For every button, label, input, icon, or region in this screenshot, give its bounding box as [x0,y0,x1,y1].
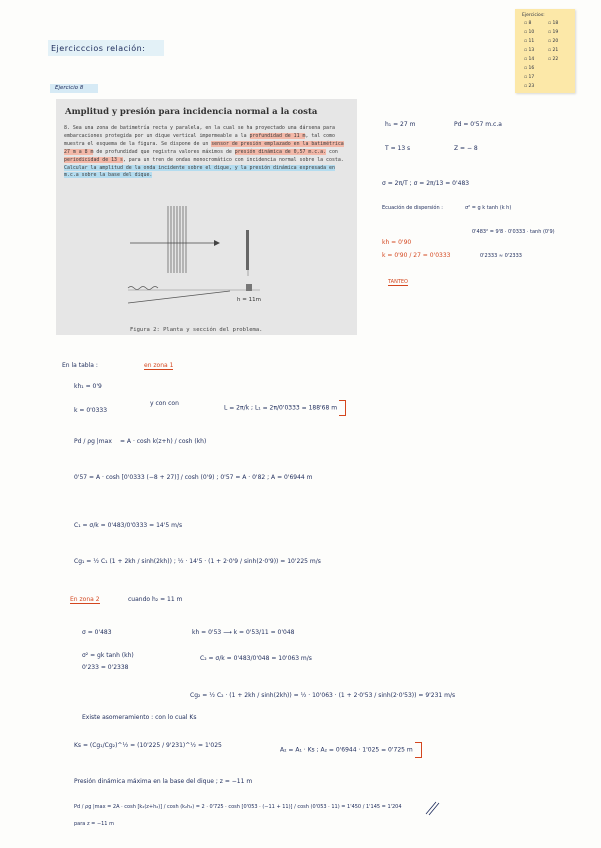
sticky-item: ▫ 19 [548,30,559,35]
kh-value: kh = 0'90 [382,239,412,246]
k1-value: k = 0'0333 [74,407,108,414]
exercise-sticky-note [515,9,575,93]
depth-label: h = 11m [237,297,261,303]
c1-calc: C₁ = σ/k = 0'483/0'0333 = 14'5 m/s [74,522,183,529]
given-z: Z = − 8 [454,145,478,152]
sticky-header: Ejercicios: [522,13,545,18]
shoaling-intro: Existe asomeramiento : con lo cual Ks [82,714,197,721]
dispersion-check: 0'2333 ≈ 0'2333 [480,253,522,259]
ks-calc: Ks = (Cg₁/Cg₂)^½ = (10'225 / 9'231)^½ = 1'025 [74,742,222,749]
dispersion2-check: 0'233 = 0'2338 [82,664,129,671]
kh2-calc: kh = 0'53 ⟶ k = 0'53/11 = 0'048 [192,629,295,636]
base-pressure-calc: Pd / ρg |max = 2A · cosh [k₂(z+h₂)] / cosh (k₂h₂) = 2 · 0'725 · cosh [0'053 · (−11 + 11)] / cosh (0'053 · 11) = 1'450 / 1'145 = 1'204 [74,804,402,810]
exercise-tag: Ejercicio 8 [55,85,84,91]
base-pressure-intro: Presión dinámica máxima en la base del dique ; z = −11 m [74,778,253,785]
sticky-item: ▫ 13 [524,48,535,53]
amplitude-calc: 0'57 = A · cosh [0'0333 (−8 + 27)] / cosh (0'9) ; 0'57 = A · 0'82 ; A = 0'6944 m [74,474,313,481]
dispersion-eq: σ² = g k tanh (k h) [465,205,512,211]
problem-text: 8. Sea una zona de batimetría recta y paralela, en la cual se ha proyectado una dársena para embarcaciones protegida por un dique vertical impermeable a la profundidad de 11 m, tal como muestra el esquema de la figura. Se dispone de un sensor de presión emplazado en la batimétrica 27 m a 8 m de profundidad que registra valores máximos de presión dinámica de 0,57 m.c.a. con periodicidad de 13 s, para un tren de ondas monocromático con incidencia normal sobre la costa. Calcular la amplitud de la onda incidente sobre el dique, y la presión dinámica expresada en m.c.a sobre la base del dique. [64,125,344,179]
sticky-item: ▫ 18 [548,21,559,26]
sticky-item: ▫ 21 [548,48,559,53]
sigma-calc: σ = 2π/T ; σ = 2π/13 = 0'483 [382,180,470,187]
sticky-item: ▫ 23 [524,84,535,89]
sticky-item: ▫ 22 [548,57,559,62]
given-T: T = 13 s [385,145,411,152]
wavelength-calc: L = 2π/k ; L₁ = 2π/0'0333 = 188'68 m [224,400,346,416]
a2-calc: A₂ = A₁ · Ks ; A₂ = 0'6944 · 1'025 = 0'725 m [280,742,422,758]
sticky-item: ▫ 14 [524,57,535,62]
given-h1: h₁ = 27 m [385,121,416,128]
sticky-item: ▫ 17 [524,75,535,80]
zone2-condition: cuando h₂ = 11 m [128,596,183,603]
cg1-calc: Cg₁ = ½ C₁ (1 + 2kh / sinh(2kh)) ; ½ · 14'5 · (1 + 2·0'9 / sinh(2·0'9)) = 10'225 m/s [74,558,321,565]
dispersion2-eq: σ² = gk tanh (kh) [82,652,134,659]
sticky-item: ▫ 10 [524,30,535,35]
zone1-label: en zona 1 [144,362,174,369]
dispersion-label: Ecuación de dispersión : [382,205,443,211]
zone2-label: En zona 2 [70,596,100,603]
dispersion-num: 0'483² = 9'8 · 0'0333 · tanh (0'9) [472,229,555,235]
plan-section-diagram [110,198,280,308]
final-answer-mark [424,800,440,816]
base-pressure-note: para z = −11 m [74,821,114,827]
sticky-item: ▫ 20 [548,39,559,44]
problem-heading: Amplitud y presión para incidencia normal a la costa [65,107,318,117]
wavelength-intro: y con con [150,400,179,407]
sigma2-value: σ = 0'483 [82,629,112,636]
kh1-value: kh₁ = 0'9 [74,383,102,390]
cg2-calc: Cg₂ = ½ C₂ · (1 + 2kh / sinh(2kh)) = ½ · 10'063 · (1 + 2·0'53 / sinh(2·0'53)) = 9'231 m/s [190,692,456,699]
c2-calc: C₂ = σ/k = 0'483/0'048 = 10'063 m/s [200,655,312,662]
page-title: Ejercicccios relación: [51,44,146,53]
k-calc: k = 0'90 / 27 = 0'0333 [382,252,451,259]
given-pd: Pd = 0'57 m.c.a [454,121,502,128]
pressure-rhs: = A · cosh k(z+h) / cosh (kh) [120,438,207,445]
tanteo-label: TANTEO [388,279,408,285]
pressure-lhs: Pd / ρg |max [74,438,112,445]
sticky-item: ▫ 16 [524,66,535,71]
figure-caption: Figura 2: Planta y sección del problema. [130,327,263,333]
table-intro: En la tabla : [62,362,98,369]
sticky-item: ▫ 8 [524,21,532,26]
sticky-item: ▫ 11 [524,39,535,44]
